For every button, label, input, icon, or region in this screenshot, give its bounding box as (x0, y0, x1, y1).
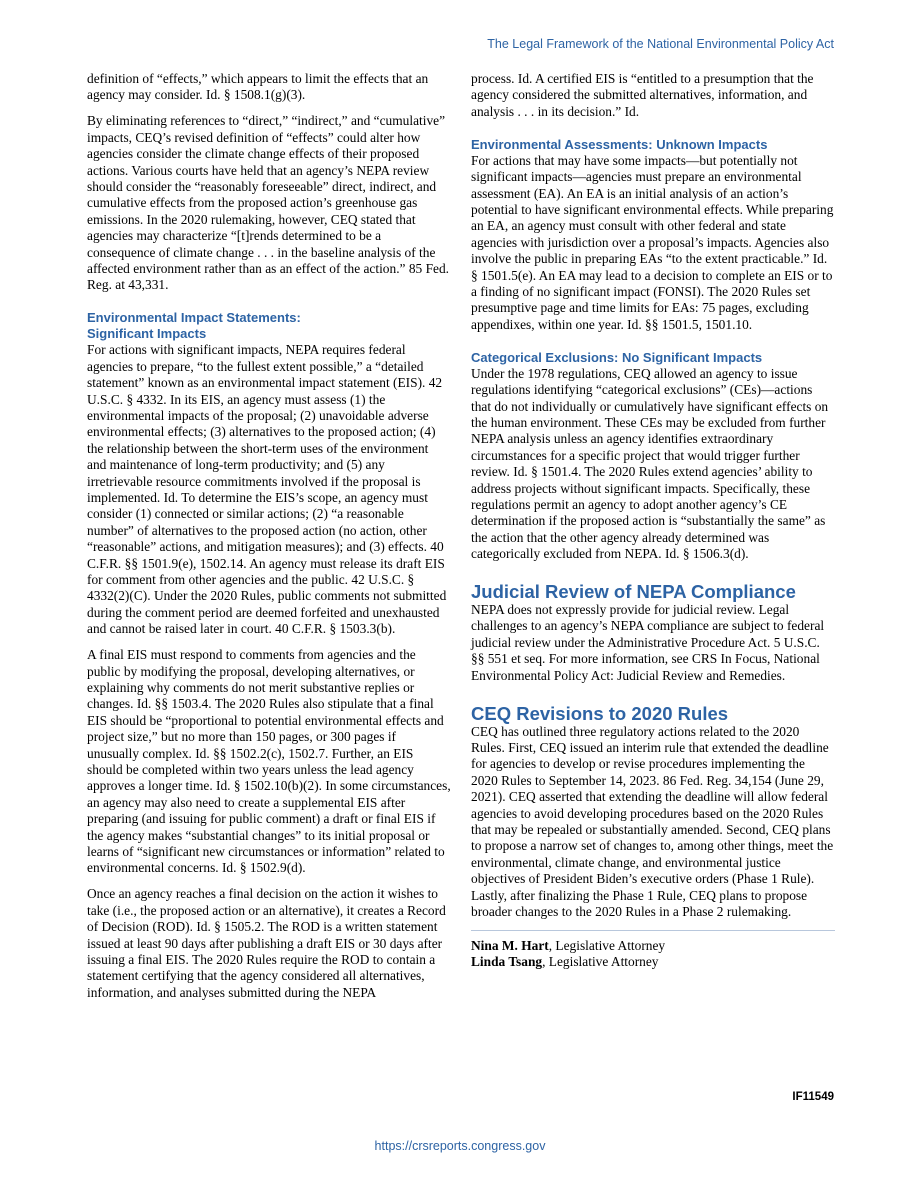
author-name: Linda Tsang (471, 954, 543, 970)
author-line (471, 954, 835, 970)
running-header: The Legal Framework of the National Environmental Policy Act (487, 37, 834, 51)
right-column (471, 71, 835, 971)
author-title: , Legislative Attorney (542, 954, 659, 970)
author-name: Nina M. Hart (471, 937, 549, 953)
footer-url-link[interactable]: https://crsreports.congress.gov (374, 1139, 546, 1153)
author-divider (471, 930, 835, 931)
paragraph-effects-definition: definition of “effects,” which appears to limit the effects that an agency may consider. Id. § 1508.1(g)(3). (87, 71, 429, 103)
paragraph-final-eis: A final EIS must respond to comments from agencies and the public by modifying the proposal, developing alternatives, or explaining why comments do not merit substantive replies or changes. Id. §§ 1503.4. The 2020 Rules also stipulate that a final EIS should be “proportional to potential environmental effects and project size,” but no more than 150 pages, or 300 pages if unusually complex. Id. §§ 1502.2(c), 1502.7. Further, an EIS should be completed within two years unless the lead agency approves a longer time. Id. § 1502.10(b)(2). In some circumstances, an agency may also need to create a supplemental EIS after preparing (and issuing for public comment) a draft or final EIS if the agency makes “substantial changes” to its initial proposal or learns of “significant new circumstances or information” related to environmental concerns. Id. § 1502.9(d). (87, 647, 451, 876)
paragraph-certified-eis: process. Id. A certified EIS is “entitled to a presumption that the agency considered the submitted alternatives, information, and analysis . . . in its decision.” Id. (471, 71, 814, 119)
paragraph-climate-effects: By eliminating references to “direct,” “indirect,” and “cumulative” impacts, CEQ’s revised definition of “effects” could alter how agencies consider the climate change effects of their proposed actions. Various courts have held that an agency’s NEPA review should consider the “reasonably foreseeable” direct, indirect, and cumulative effects from the proposed action’s greenhouse gas emissions. In the 2020 rulemaking, however, CEQ stated that agencies may characterize “[t]rends determined to be a consequence of climate change . . . in the baseline analysis of the affected environment rather than as an effect of the action.” 85 Fed. Reg. at 43,331. (87, 113, 450, 293)
paragraph-judicial-review: NEPA does not expressly provide for judicial review. Legal challenges to an agency’s NEPA compliance are subject to federal judicial review under the Administrative Procedure Act. 5 U.S.C. §§ 551 et seq. For more information, see CRS In Focus, National Environmental Policy Act: Judicial Review and Remedies. (471, 602, 825, 683)
eis-heading-line2: Significant Impacts (87, 326, 207, 342)
author-list (471, 938, 835, 971)
author-line (471, 938, 835, 954)
paragraph-record-of-decision: Once an agency reaches a final decision on the action it wishes to take (i.e., the proposed action or an alternative), it creates a Record of Decision (ROD). Id. § 1505.2. The ROD is a written statement issued at least 90 days after publishing a draft EIS or 30 days after issuing a final EIS. The 2020 Rules require the ROD to contain a statement certifying that the agency considered all alternatives, information, and analyses submitted during the NEPA (87, 886, 446, 1000)
judicial-review-heading: Judicial Review of NEPA Compliance (471, 581, 796, 603)
paragraph-categorical-exclusions: Under the 1978 regulations, CEQ allowed an agency to issue regulations identifying “categorical exclusions” (CEs)—actions that do not individually or cumulatively have significant effects on the human environment. These CEs may be excluded from further NEPA analysis unless an agency identifies extraordinary circumstances for a specific project that would trigger further review. Id. § 1501.4. The 2020 Rules extend agencies’ ability to address projects without significant impacts. Specifically, these regulations permit an agency to adopt another agency’s CE determination if the proposed action is “substantially the same” as the action that the other agency already determined was categorically excluded from NEPA. Id. § 1506.3(d). (471, 365, 829, 562)
paragraph-ceq-revisions: CEQ has outlined three regulatory actions related to the 2020 Rules. First, CEQ issued an interim rule that extended the deadline for agencies to develop or revise procedures implementing the 2020 Rules to September 14, 2023. 86 Fed. Reg. 34,154 (June 29, 2021). CEQ asserted that extending the deadline will allow federal agencies to avoid developing procedures based on the 2020 Rules that may be repealed or substantially amended. Second, CEQ plans to propose a narrow set of changes to, among other things, meet the environmental, climate change, and environmental justice objectives of President Biden’s executive orders (Phase 1 Rule). Lastly, after finalizing the Phase 1 Rule, CEQ plans to propose broader changes to the 2020 Rules in a Phase 2 rulemaking. (471, 723, 834, 920)
paragraph-eis-requirements: For actions with significant impacts, NEPA requires federal agencies to prepare, “to the fullest extent possible,” a “detailed statement” known as an environmental impact statement (EIS). 42 U.S.C. § 4332. In its EIS, an agency must assess (1) the environmental impacts of the proposal; (2) unavoidable adverse environmental effects; (3) alternatives to the proposed action; (4) the relationship between the short-term uses of the environment and maintenance of long-term productivity; and (5) any irretrievable resource commitments involved if the proposal is implemented. Id. To determine the EIS’s scope, an agency must consider (1) connected or similar actions; (2) “a reasonable number” of alternatives to the proposed action (no action, other “reasonable” actions, and mitigation measures); and (3) effects. 40 C.F.R. §§ 1501.9(e), 1502.14. An agency must release its draft EIS for comment from other agencies and the public. 42 U.S.C. § 4332(2)(C). Under the 2020 Rules, public comments not submitted during the comment period are deemed forfeited and unexhausted and cannot be raised later in court. 40 C.F.R. § 1503.3(b). (87, 342, 447, 637)
left-column (87, 71, 451, 1011)
eis-heading (87, 310, 451, 342)
author-title: , Legislative Attorney (548, 937, 666, 953)
document-id: IF11549 (792, 1091, 834, 1103)
ea-heading: Environmental Assessments: Unknown Impacts (471, 136, 768, 152)
ceq-revisions-heading: CEQ Revisions to 2020 Rules (471, 702, 729, 724)
paragraph-environmental-assessments: For actions that may have some impacts—but potentially not significant impacts—agencies must prepare an environmental assessment (EA). An EA is an initial analysis of an action’s potential to have significant environmental effects. While preparing an EA, an agency must consult with other federal and state agencies with jurisdiction over a proposal’s impacts. Agencies also involve the public in preparing EAs “to the extent practicable.” Id. § 1501.5(e). An EA may lead to a decision to complete an EIS or to a finding of no significant impact (FONSI). The 2020 Rules set presumptive page and time limits for EAs: 75 pages, excluding appendixes, within one year. Id. §§ 1501.5, 1501.10. (471, 152, 834, 332)
ce-heading: Categorical Exclusions: No Significant Impacts (471, 349, 763, 365)
eis-heading-line1: Environmental Impact Statements: (87, 310, 301, 326)
